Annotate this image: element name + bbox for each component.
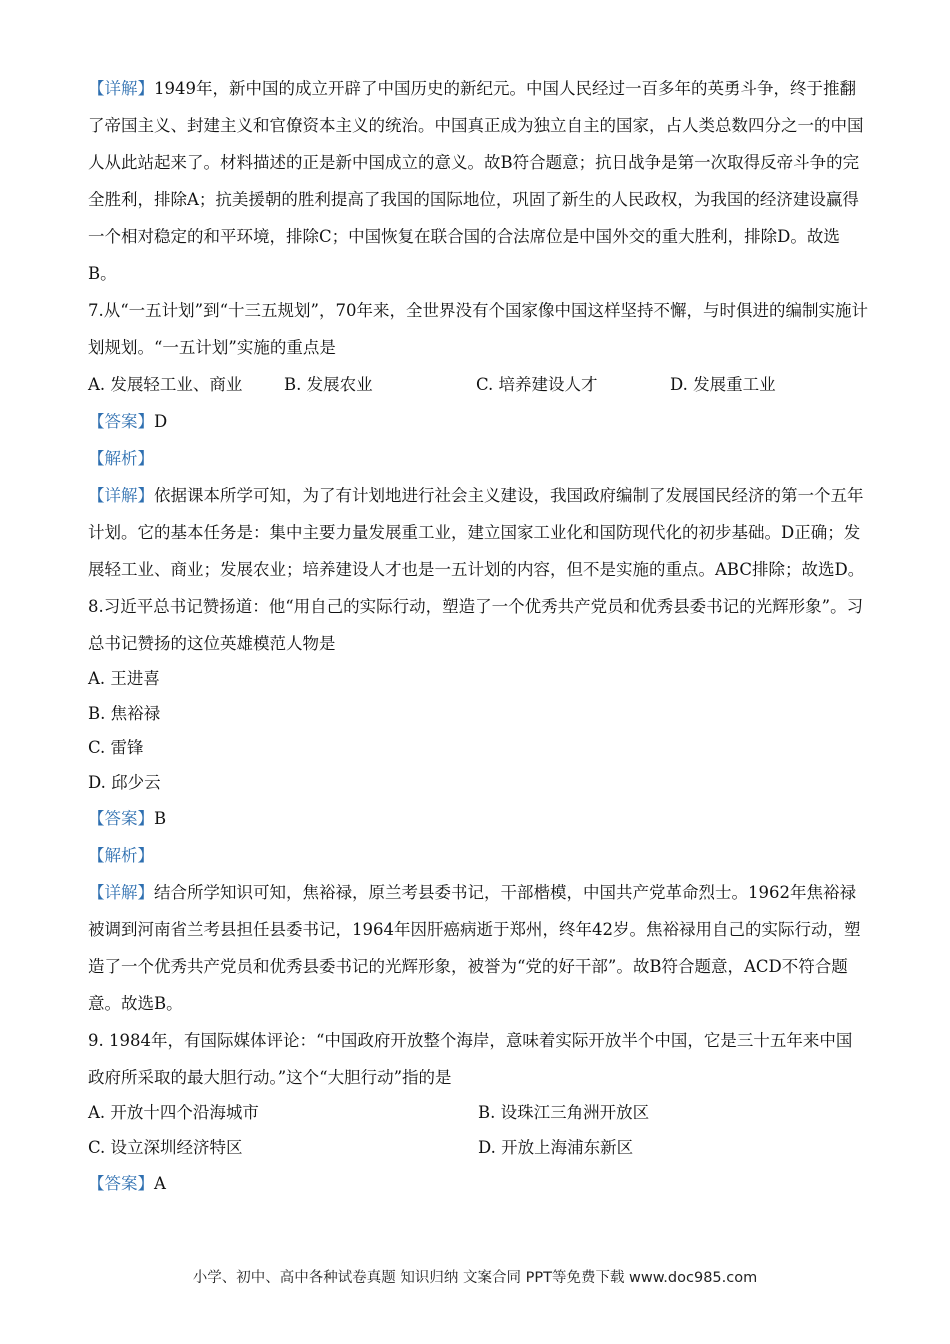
q7-detail-text: 依据课本所学可知，为了有计划地进行社会主义建设，我国政府编制了发展国民经济的第一个五年计划。它的基本任务是：集中主要力量发展重工业，建立国家工业化和国防现代化的初步基础。D正确；发展轻工业、商业；发展农业；培养建设人才也是一五计划的内容，但不是实施的重点。ABC排除；故选D。 <box>88 486 865 579</box>
q8-option-c: C. 雷锋 <box>88 738 144 757</box>
footer-text: 小学、初中、高中各种试卷真题 知识归纳 文案合同 PPT等免费下载 www.doc985.com <box>192 1270 758 1286</box>
q9-option-d: D. 开放上海浦东新区 <box>478 1137 634 1157</box>
q8-option-b: B. 焦裕禄 <box>88 703 161 723</box>
document-page <box>88 70 868 1202</box>
detail-tag: 【详解】 <box>88 883 154 902</box>
q6-detail <box>88 70 868 292</box>
q7-option-c: C. 培养建设人才 <box>476 375 598 394</box>
q7-option-d: D. 发展重工业 <box>670 375 776 394</box>
q7-analysis-tag: 【解析】 <box>88 449 154 468</box>
q9-question: 9. 1984年，有国际媒体评论：“中国政府开放整个海岸，意味着实际开放半个中国，它是三十五年来中国政府所采取的最大胆行动。”这个“大胆行动”指的是 <box>88 1031 853 1087</box>
q9-answer <box>88 1165 868 1202</box>
q9-options-row-1 <box>88 1096 868 1131</box>
q8-option-a: A. 王进喜 <box>88 669 160 688</box>
q8-answer <box>88 800 868 837</box>
q6-detail-text: 1949年，新中国的成立开辟了中国历史的新纪元。中国人民经过一百多年的英勇斗争，终于推翻了帝国主义、封建主义和官僚资本主义的统治。中国真正成为独立自主的国家，占人类总数四分之一的中国人从此站起来了。材料描述的正是新中国成立的意义。故B符合题意；抗日战争是第一次取得反帝斗争的完全胜利，排除A；抗美援朝的胜利提高了我国的国际地位，巩固了新生的人民政权，为我国的经济建设赢得一个相对稳定的和平环境，排除C；中国恢复在联合国的合法席位是中国外交的重大胜利，排除D。故选B。 <box>88 79 864 283</box>
q8-analysis-tag: 【解析】 <box>88 846 154 865</box>
q7-answer-value: D <box>154 412 168 431</box>
answer-tag: 【答案】 <box>88 809 154 828</box>
q7-question: 7.从“一五计划”到“十三五规划”，70年来，全世界没有个国家像中国这样坚持不懈，与时俱进的编制实施计划规划。“一五计划”实施的重点是 <box>88 301 868 357</box>
q7-option-a: A. 发展轻工业、商业 <box>88 375 243 394</box>
q9-options-row-2 <box>88 1131 868 1166</box>
q8-question: 8.习近平总书记赞扬道：他“用自己的实际行动，塑造了一个优秀共产党员和优秀县委书记的光辉形象”。习总书记赞扬的这位英雄模范人物是 <box>88 597 864 653</box>
q8-detail <box>88 874 868 1022</box>
answer-tag: 【答案】 <box>88 412 154 431</box>
q8-detail-text: 结合所学知识可知，焦裕禄，原兰考县委书记，干部楷模，中国共产党革命烈士。1962年焦裕禄被调到河南省兰考县担任县委书记，1964年因肝癌病逝于郑州，终年42岁。焦裕禄用自己的实际行动，塑造了一个优秀共产党员和优秀县委书记的光辉形象，被誉为“党的好干部”。故B符合题意，ACD不符合题意。故选B。 <box>88 883 861 1013</box>
q8-option-d: D. 邱少云 <box>88 772 161 792</box>
q9-option-c: C. 设立深圳经济特区 <box>88 1137 243 1157</box>
q7-detail <box>88 477 868 588</box>
q7-option-b: B. 发展农业 <box>284 375 373 394</box>
q7-answer <box>88 403 868 440</box>
detail-tag: 【详解】 <box>88 486 154 505</box>
q9-option-a: A. 开放十四个沿海城市 <box>88 1103 259 1122</box>
q8-answer-value: B <box>154 809 167 828</box>
q7-options <box>88 366 868 403</box>
answer-tag: 【答案】 <box>88 1174 154 1193</box>
detail-tag: 【详解】 <box>88 79 154 98</box>
q9-option-b: B. 设珠江三角洲开放区 <box>478 1103 650 1122</box>
q9-answer-value: A <box>154 1174 166 1193</box>
